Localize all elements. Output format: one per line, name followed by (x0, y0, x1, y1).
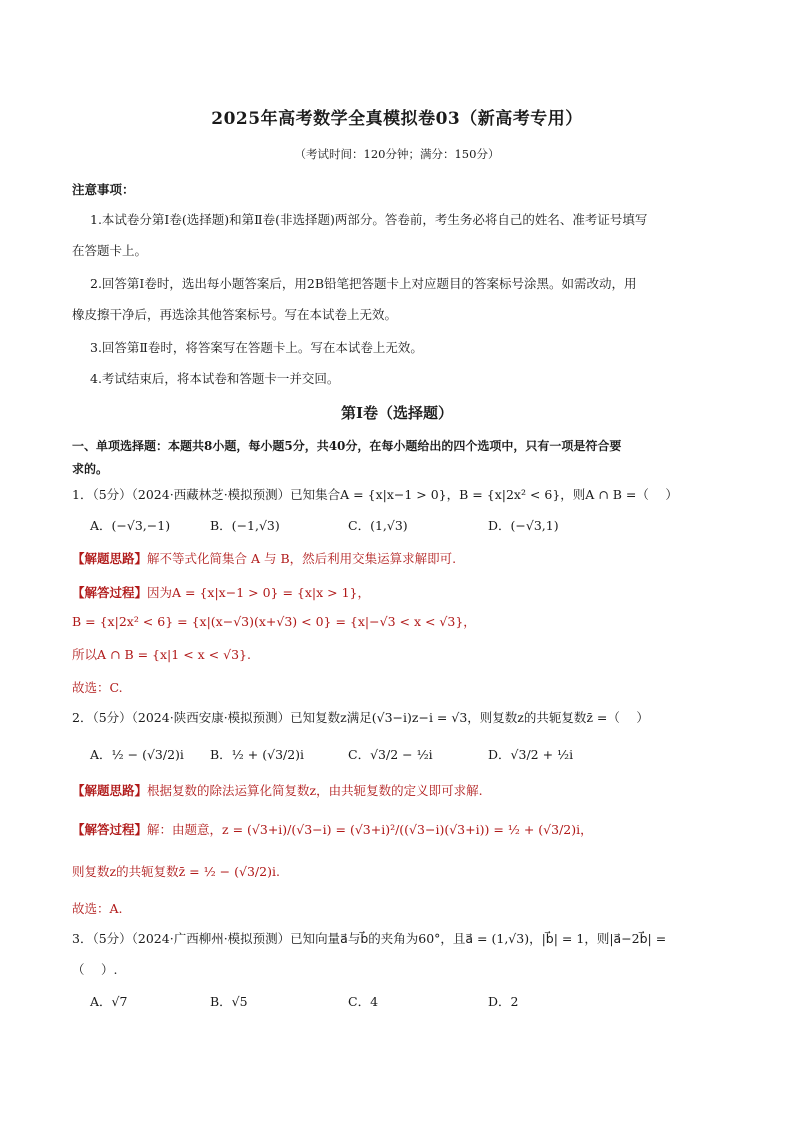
section-title: 第Ⅰ卷（选择题） (340, 404, 454, 422)
process-tag: 【解答过程】 (72, 822, 148, 837)
q3-stem: 3．（5分）（2024·广西柳州·模拟预测）已知向量a⃗与b⃗的夹角为60°，且a⃗ = (1,√3)，|b⃗| = 1，则|a⃗−2b⃗| = (72, 931, 667, 946)
q3-option-d: D．2 (488, 994, 519, 1009)
hint-text: 根据复数的除法运算化简复数z，由共轭复数的定义即可求解. (147, 783, 483, 798)
q3-option-a: A．√7 (90, 994, 128, 1009)
q2-stem: 2．（5分）（2024·陕西安康·模拟预测）已知复数z满足(√3−i)z−i = √3，则复数z的共轭复数z̄ =（ ） (72, 710, 649, 725)
q1-option-a: A．(−√3,−1) (90, 518, 171, 533)
notice-item-4: 4.考试结束后，将本试卷和答题卡一并交回。 (90, 371, 340, 386)
process-text: 因为A = {x|x−1 > 0} = {x|x > 1}， (147, 585, 370, 600)
q3-option-b: B．√5 (210, 994, 248, 1009)
notice-heading: 注意事项： (72, 182, 135, 197)
q2-option-a: A．½ − (√3/2)i (90, 747, 184, 762)
q2-option-c: C．√3/2 − ½i (348, 747, 433, 762)
q2-option-d: D．√3/2 + ½i (488, 747, 574, 762)
process-text: 解：由题意，z = (√3+i)/(√3−i) = (√3+i)²/((√3−i)(√3+i)) = ½ + (√3/2)i， (147, 822, 593, 837)
notice-item-3: 3.回答第Ⅱ卷时，将答案写在答题卡上。写在本试卷上无效。 (90, 340, 423, 355)
q2-hint (72, 781, 483, 799)
q1-option-c: C．(1,√3) (348, 518, 408, 533)
q1-option-b: B．(−1,√3) (210, 518, 280, 533)
page-title: 2025年高考数学全真模拟卷03（新高考专用） (211, 109, 583, 129)
q2-option-b: B．½ + (√3/2)i (210, 747, 305, 762)
hint-tag: 【解题思路】 (72, 783, 148, 798)
notice-item-2: 2.回答第Ⅰ卷时，选出每小题答案后，用2B铅笔把答题卡上对应题目的答案标号涂黑。如需改动，用 (90, 276, 637, 291)
hint-text: 解不等式化简集合 A 与 B，然后利用交集运算求解即可. (147, 551, 457, 566)
section-intro: 一、单项选择题：本题共8小题，每小题5分，共40分，在每小题给出的四个选项中，只有一项是符合要 (72, 439, 622, 453)
q2-answer: 故选：A. (72, 901, 123, 916)
q1-hint (72, 549, 456, 567)
q1-process-line-3: 所以A ∩ B = {x|1 < x < √3}. (72, 647, 251, 662)
notice-item-1: 1.本试卷分第Ⅰ卷(选择题)和第Ⅱ卷(非选择题)两部分。答卷前，考生务必将自己的姓名、准考证号填写 (90, 212, 648, 227)
notice-item-1-cont: 在答题卡上。 (72, 243, 148, 258)
notice-item-2-cont: 橡皮擦干净后，再选涂其他答案标号。写在本试卷上无效。 (72, 307, 398, 322)
section-intro-cont: 求的。 (72, 462, 109, 476)
process-tag: 【解答过程】 (72, 585, 148, 600)
q1-option-d: D．(−√3,1) (488, 518, 559, 533)
q1-process (72, 583, 370, 601)
q2-process-line-2: 则复数z的共轭复数z̄ = ½ − (√3/2)i. (72, 864, 280, 879)
hint-tag: 【解题思路】 (72, 551, 148, 566)
q1-process-line-2: B = {x|2x² < 6} = {x|(x−√3)(x+√3) < 0} = {x|−√3 < x < √3}， (72, 614, 476, 629)
exam-info: （考试时间：120分钟；满分：150分） (294, 147, 500, 161)
q3-option-c: C．4 (348, 994, 379, 1009)
q2-process (72, 820, 593, 838)
q3-stem-cont: （ ）. (72, 962, 118, 977)
q1-answer: 故选：C. (72, 680, 123, 695)
q1-stem: 1．（5分）（2024·西藏林芝·模拟预测）已知集合A = {x|x−1 > 0}，B = {x|2x² < 6}，则A ∩ B =（ ） (72, 487, 678, 502)
